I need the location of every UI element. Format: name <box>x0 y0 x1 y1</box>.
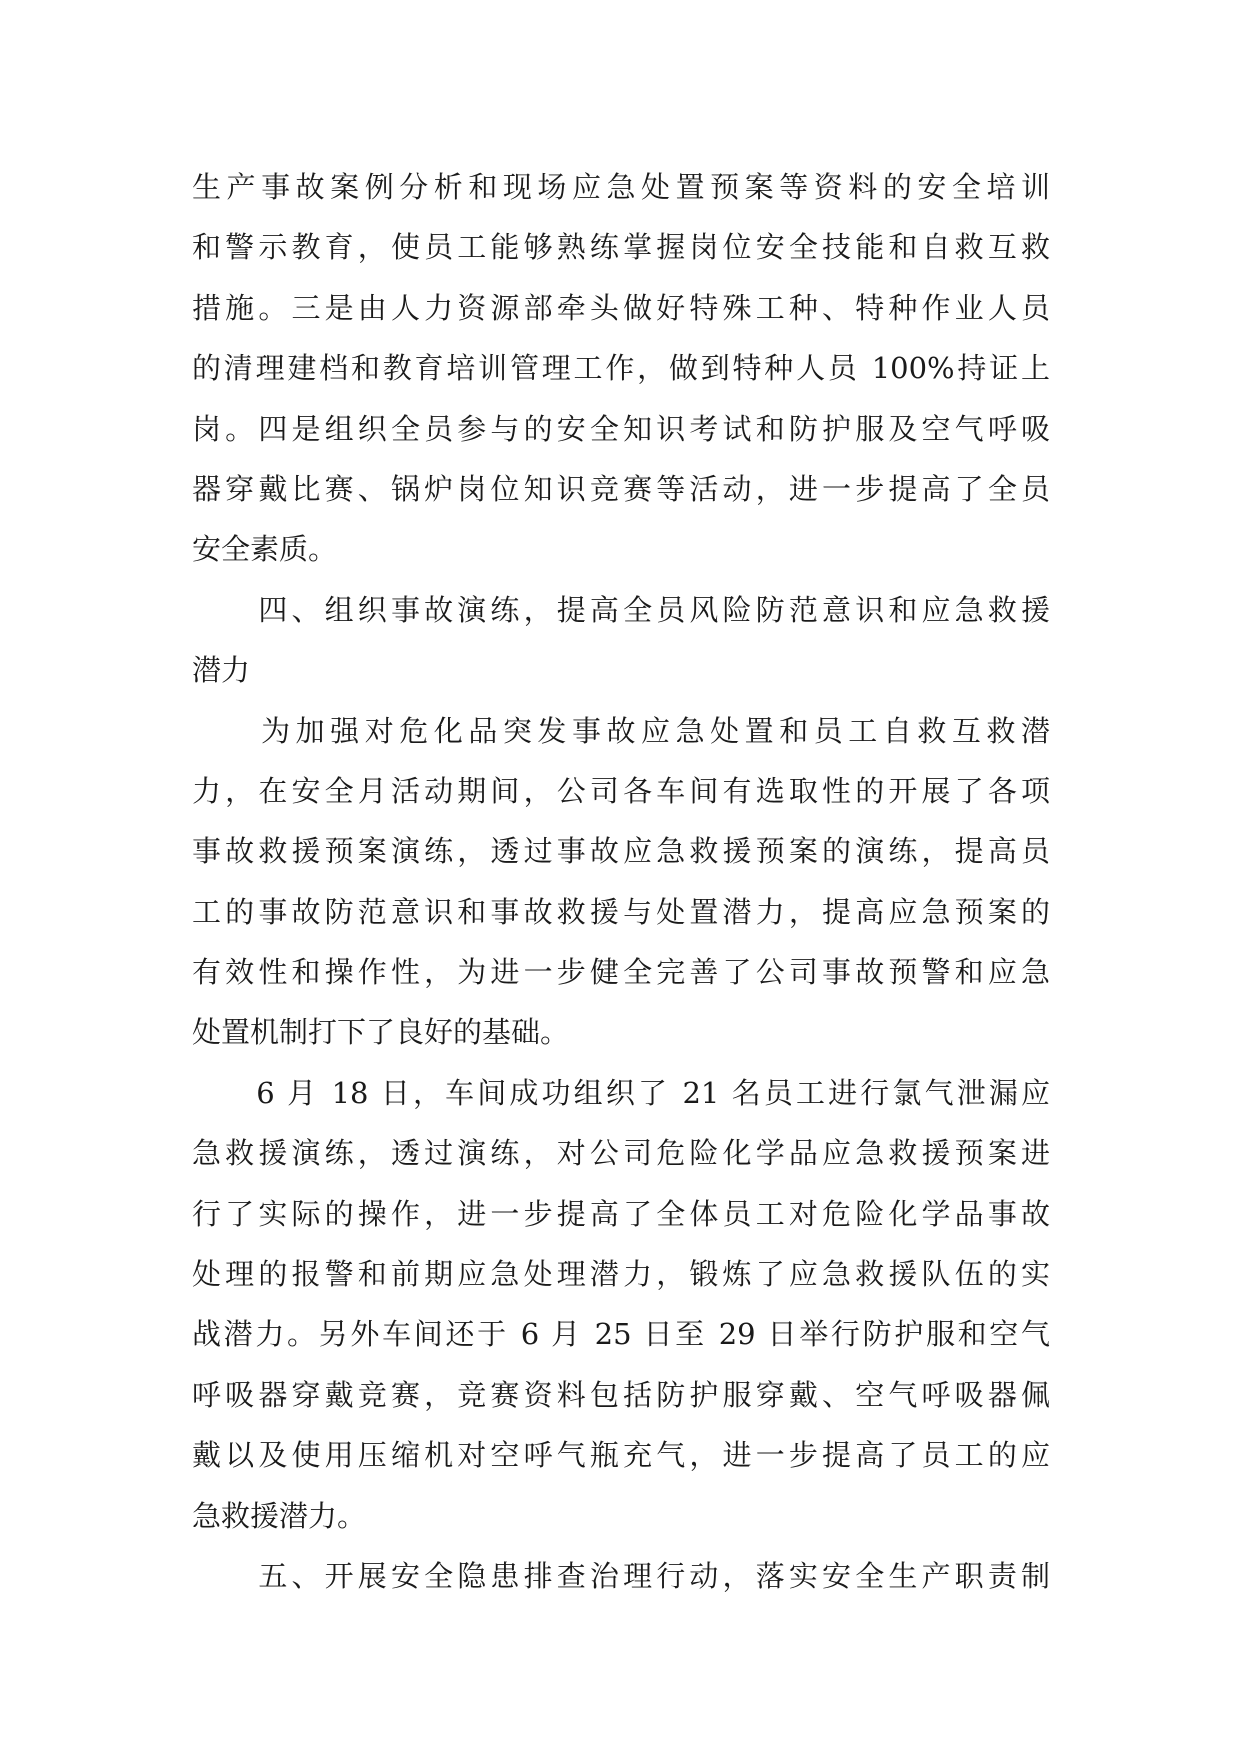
text-line: 措施。三是由人力资源部牵头做好特殊工种、特种作业人员 <box>192 290 1050 325</box>
text-line: 力，在安全月活动期间，公司各车间有选取性的开展了各项 <box>192 773 1050 808</box>
text-line: 安全素质。 <box>192 532 338 567</box>
text-line: 的清理建档和教育培训管理工作，做到特种人员 100%持证上 <box>192 351 1050 386</box>
text-line: 有效性和操作性，为进一步健全完善了公司事故预警和应急 <box>192 955 1050 990</box>
text-line: 器穿戴比赛、锅炉岗位知识竞赛等活动，进一步提高了全员 <box>192 471 1050 506</box>
section-heading-line: 潜力 <box>192 653 251 688</box>
text-line: 为加强对危化品突发事故应急处置和员工自救互救潜 <box>192 713 1050 748</box>
text-line: 处置机制打下了良好的基础。 <box>192 1015 570 1050</box>
text-line: 呼吸器穿戴竞赛，竞赛资料包括防护服穿戴、空气呼吸器佩 <box>192 1377 1050 1412</box>
text-line: 6 月 18 日，车间成功组织了 21 名员工进行氯气泄漏应 <box>192 1075 1050 1110</box>
text-line: 急救援潜力。 <box>192 1498 367 1533</box>
text-line: 处理的报警和前期应急处理潜力，锻炼了应急救援队伍的实 <box>192 1257 1050 1292</box>
section-heading-line: 五、开展安全隐患排查治理行动，落实安全生产职责制 <box>192 1558 1050 1593</box>
text-line: 事故救援预案演练，透过事故应急救援预案的演练，提高员 <box>192 834 1050 869</box>
text-line: 工的事故防范意识和事故救援与处置潜力，提高应急预案的 <box>192 894 1050 929</box>
text-line: 行了实际的操作，进一步提高了全体员工对危险化学品事故 <box>192 1196 1050 1231</box>
text-line: 战潜力。另外车间还于 6 月 25 日至 29 日举行防护服和空气 <box>192 1317 1050 1352</box>
text-line: 生产事故案例分析和现场应急处置预案等资料的安全培训 <box>192 170 1050 204</box>
text-line: 急救援演练，透过演练，对公司危险化学品应急救援预案进 <box>192 1136 1050 1171</box>
text-line: 岗。四是组织全员参与的安全知识考试和防护服及空气呼吸 <box>192 411 1050 446</box>
text-line: 和警示教育，使员工能够熟练掌握岗位安全技能和自救互救 <box>192 230 1050 265</box>
document-body <box>192 157 1050 1606</box>
section-heading-line: 四、组织事故演练，提高全员风险防范意识和应急救援 <box>192 592 1050 627</box>
text-line: 戴以及使用压缩机对空呼气瓶充气，进一步提高了员工的应 <box>192 1438 1050 1473</box>
